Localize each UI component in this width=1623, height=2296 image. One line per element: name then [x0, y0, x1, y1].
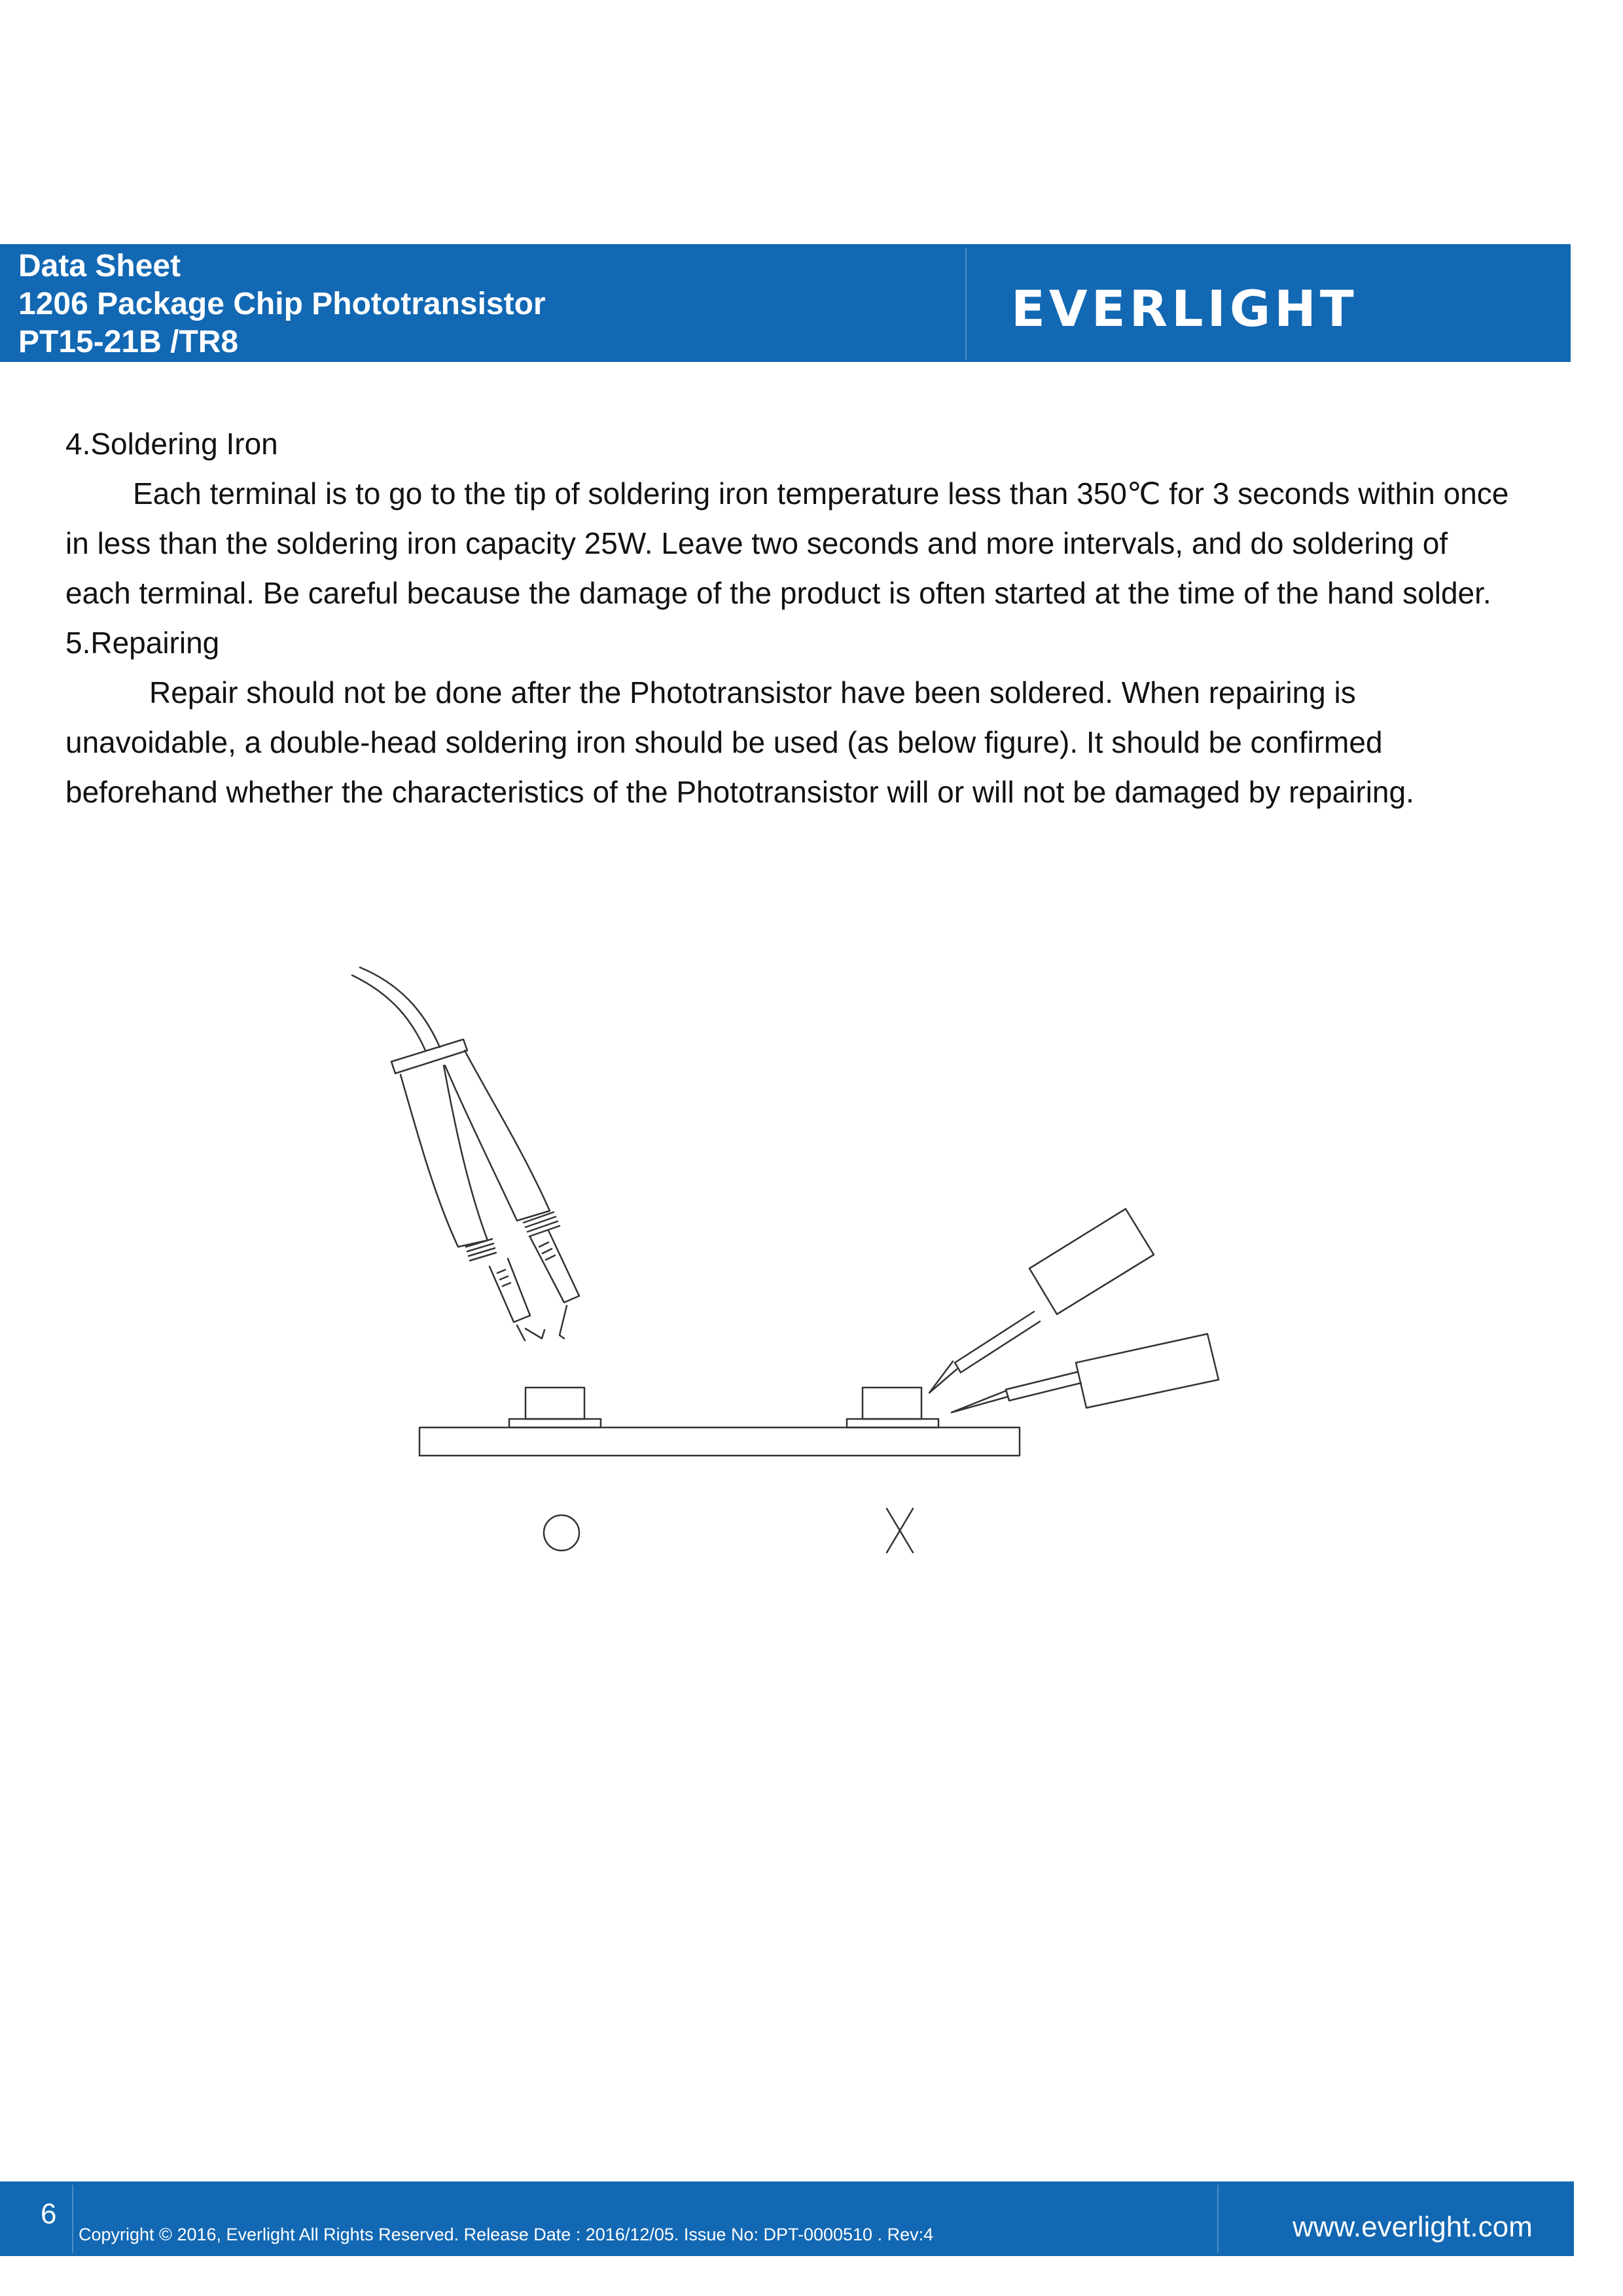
right-lower-barrel — [530, 1230, 579, 1302]
right-component-pad — [847, 1419, 938, 1427]
lower-iron-handle — [1076, 1334, 1219, 1408]
header-doc-type: Data Sheet — [18, 249, 181, 283]
lower-iron-shaft — [1006, 1372, 1081, 1401]
header-product-name: 1206 Package Chip Phototransistor — [18, 287, 546, 321]
upper-iron-tip — [929, 1361, 957, 1393]
cable-outer — [352, 975, 425, 1050]
page-number: 6 — [41, 2198, 57, 2230]
tweezer-right-arm — [445, 1050, 550, 1221]
correct-mark-circle — [544, 1515, 579, 1551]
upper-iron-handle — [1029, 1209, 1154, 1314]
right-hatch — [539, 1242, 555, 1260]
tweezer-left-arm — [401, 1066, 488, 1247]
header-part-number: PT15-21B /TR8 — [18, 325, 239, 359]
left-lower-barrel — [490, 1259, 530, 1322]
right-tip — [560, 1306, 567, 1338]
footer-divider-left — [72, 2185, 73, 2253]
left-component-body — [526, 1388, 584, 1419]
footer-divider-right — [1217, 2185, 1219, 2253]
repairing-title: 5.Repairing — [65, 626, 220, 660]
left-tip — [517, 1325, 544, 1340]
repairing-body: Repair should not be done after the Phototransistor have been soldered. When repairing is unavoidable, a double-head soldering iron should be used (as below figure). It should be confirmed beforehand whether the characteristics of the Phototransistor will or will not be damaged by repairing. — [65, 675, 1414, 809]
right-component-body — [863, 1388, 921, 1419]
tweezer-collar — [391, 1039, 467, 1073]
website-link[interactable]: www.everlight.com — [1293, 2211, 1533, 2243]
wrong-mark-x — [887, 1509, 913, 1552]
soldering-title: 4.Soldering Iron — [65, 427, 278, 461]
right-sleeve-rings — [524, 1212, 560, 1236]
left-component-pad — [509, 1419, 601, 1427]
lower-iron-tip — [952, 1391, 1008, 1412]
upper-iron-shaft — [955, 1312, 1040, 1372]
soldering-body: Each terminal is to go to the tip of soldering iron temperature less than 350℃ for 3 seconds within once in less than the soldering iron capacity 25W. Leave two seconds and more intervals, and do soldering of each terminal. Be careful because the damage of the product is often started at the time of the hand solder. — [65, 476, 1509, 610]
copyright-text: Copyright © 2016, Everlight All Rights Reserved. Release Date : 2016/12/05. Issue No: DPT-0000510 . Rev:4 — [79, 2225, 934, 2244]
cable-inner — [360, 967, 440, 1047]
pcb-board — [419, 1427, 1020, 1456]
everlight-logo: EVERLIGHT — [1011, 279, 1358, 338]
left-sleeve-rings — [466, 1239, 496, 1261]
left-hatch — [497, 1270, 510, 1286]
